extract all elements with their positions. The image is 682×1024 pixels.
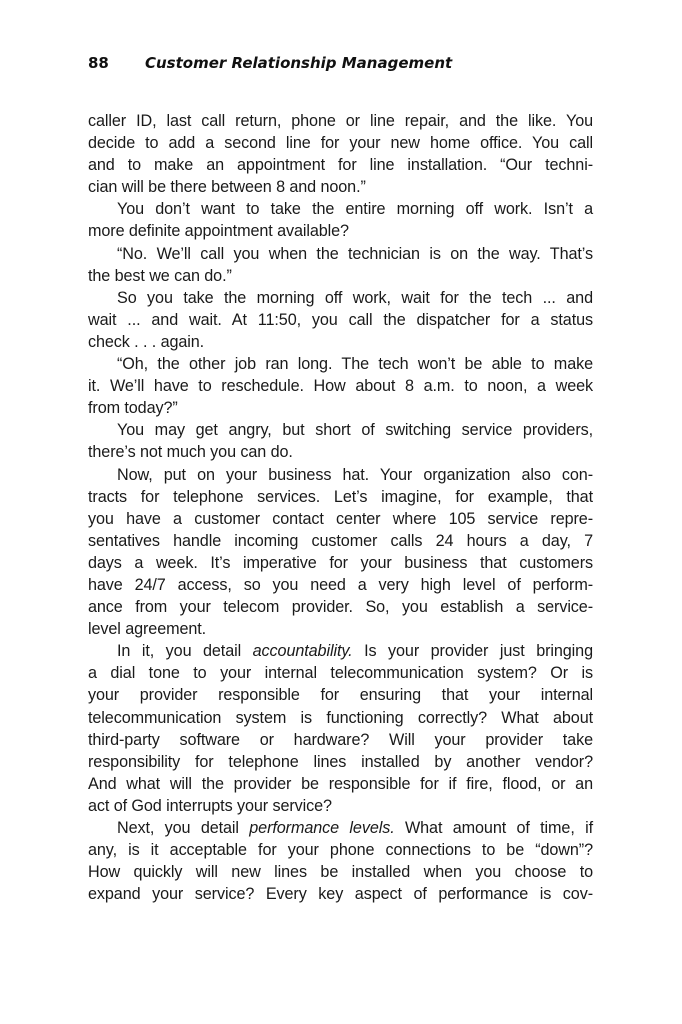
text-line: wait ... and wait. At 11:50, you call the dispatcher for a status (88, 310, 593, 329)
text-line (88, 817, 593, 839)
page-number: 88 (88, 54, 109, 72)
text-line: it. We’ll have to reschedule. How about 8 a.m. to noon, a week (88, 377, 593, 396)
text-line: ance from your telecom provider. So, you establish a service- (88, 598, 593, 617)
text-line: check . . . again. (88, 332, 205, 351)
text-line: “No. We’ll call you when the technician is on the way. That’s (117, 244, 593, 263)
text-line: a dial tone to your internal telecommunication system? Or is (88, 664, 593, 683)
text-line: telecommunication system is functioning correctly? What about (88, 708, 593, 727)
text-line: Now, put on your business hat. Your organization also con- (117, 465, 593, 484)
emphasis-accountability: accountability. (252, 642, 353, 661)
text-line: expand your service? Every key aspect of performance is cov- (88, 885, 593, 904)
text-line: sentatives handle incoming customer calls 24 hours a day, 7 (88, 531, 593, 550)
text-line: You don’t want to take the entire morning off work. Isn’t a (117, 200, 593, 219)
text-line: your provider responsible for ensuring that your internal (88, 686, 593, 705)
text-line: level agreement. (88, 620, 207, 639)
text-line: the best we can do.” (88, 266, 232, 285)
text-line: act of God interrupts your service? (88, 796, 332, 815)
text-line: you have a customer contact center where 105 service repre- (88, 509, 593, 528)
text-line: decide to add a second line for your new home office. You call (88, 134, 593, 153)
text-line: third-party software or hardware? Will your provider take (88, 730, 593, 749)
text-line: You may get angry, but short of switching service providers, (117, 421, 593, 440)
text-line: days a week. It’s imperative for your business that customers (88, 553, 593, 572)
text-line (88, 640, 593, 662)
text-line: responsibility for telephone lines installed by another vendor? (88, 752, 593, 771)
text-line: So you take the morning off work, wait for the tech ... and (117, 288, 593, 307)
text-run: What amount of time, if (394, 819, 593, 837)
text-line: And what will the provider be responsible for if fire, flood, or an (88, 774, 593, 793)
text-line: “Oh, the other job ran long. The tech won’t be able to make (117, 355, 593, 374)
text-line: cian will be there between 8 and noon.” (88, 178, 366, 197)
emphasis-performance-levels: performance levels. (249, 819, 395, 837)
text-line: and to make an appointment for line installation. “Our techni- (88, 156, 593, 175)
text-line: tracts for telephone services. Let’s imagine, for example, that (88, 487, 593, 506)
text-run: In it, you detail (117, 642, 253, 661)
text-line: have 24/7 access, so you need a very high level of perform- (88, 575, 593, 594)
book-title: Customer Relationship Management (145, 54, 453, 72)
running-head (88, 54, 452, 72)
body-text (88, 110, 593, 905)
text-run: Is your provider just bringing (352, 642, 593, 661)
text-run: Next, you detail (117, 819, 250, 837)
text-line: more definite appointment available? (88, 222, 349, 241)
text-line: there’s not much you can do. (88, 443, 293, 462)
text-line: How quickly will new lines be installed when you choose to (88, 863, 593, 882)
text-line: from today?” (88, 399, 178, 418)
text-line: caller ID, last call return, phone or line repair, and the like. You (88, 112, 593, 130)
text-line: any, is it acceptable for your phone connections to be “down”? (88, 841, 593, 860)
